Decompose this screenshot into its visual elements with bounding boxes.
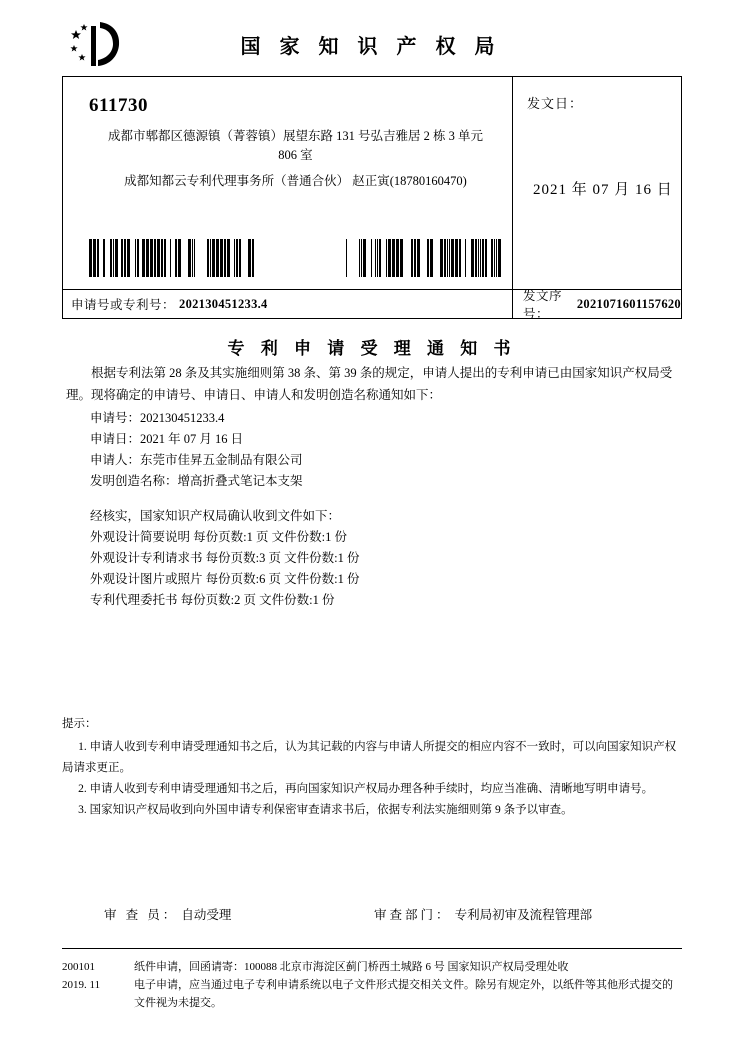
barcode-icon (89, 239, 255, 277)
note-item: 2. 申请人收到专利申请受理通知书之后，再向国家知识产权局办理各种手续时，均应当准确、清晰地写明申请号。 (78, 783, 654, 795)
document-item: 专利代理委托书 每份页数:2 页 文件份数:1 份 (90, 593, 335, 607)
dispatch-number-label: 发文序号： (523, 289, 563, 321)
footer-code-2: 2019. 11 (62, 979, 101, 991)
cnipa-emblem-icon (70, 20, 122, 68)
field-invention-title: 发明创造名称：增高折叠式笔记本支架 (90, 474, 303, 488)
spacer (62, 492, 682, 506)
footer-codes (62, 958, 134, 1012)
body-paragraph-2: 经核实，国家知识产权局确认收到文件如下： (90, 509, 341, 523)
recipient-line: 成都知都云专利代理事务所（普通合伙） 赵正寅(18780160470) (124, 174, 467, 188)
postal-code: 611730 (89, 95, 148, 116)
signature-row (62, 905, 682, 923)
note-item: 3. 国家知识产权局收到向外国申请专利保密审查请求书后，依据专利法实施细则第 9 条予以审查。 (78, 804, 573, 816)
department-label: 审查部门： (374, 908, 452, 922)
barcode-row (89, 239, 502, 277)
footer-line-1: 纸件申请，回函请寄：100088 北京市海淀区蓟门桥西土城路 6 号 国家知识产权局受理处收 (134, 961, 569, 973)
application-number-cell (63, 290, 513, 318)
dispatch-number-cell (513, 289, 681, 321)
barcode-icon (346, 239, 502, 277)
dispatch-date-value: 2021 年 07 月 16 日 (533, 182, 673, 198)
address-cell (63, 77, 513, 289)
footer-line-3: 文件视为未提交。 (134, 997, 222, 1009)
footer-divider (62, 948, 682, 949)
examiner-value: 自动受理 (181, 908, 232, 922)
field-applicant: 申请人：东莞市佳昇五金制品有限公司 (90, 453, 303, 467)
notes-section (62, 714, 682, 821)
document-item: 外观设计图片或照片 每份页数:6 页 文件份数:1 份 (90, 572, 360, 586)
application-number-value: 202130451233.4 (179, 296, 268, 311)
application-fields (62, 408, 682, 492)
footer-line-2: 电子申请，应当通过电子专利申请系统以电子文件形式提交相关文件。除另有规定外，以纸件等其他形式提交的 (134, 979, 673, 991)
document-item: 外观设计专利请求书 每份页数:3 页 文件份数:1 份 (90, 551, 360, 565)
document-header (62, 18, 680, 70)
header-frame (62, 76, 682, 319)
examiner-label: 审 查 员： (104, 908, 179, 922)
document-footer (62, 958, 702, 1012)
field-filing-date: 申请日：2021 年 07 月 16 日 (90, 432, 244, 446)
dispatch-number-value: 2021071601157620 (576, 296, 681, 311)
numbers-row (63, 289, 681, 321)
received-documents-block (62, 506, 682, 611)
address-line-2: 806 室 (278, 148, 313, 162)
dispatch-date-label: 发文日： (527, 96, 584, 111)
document-item: 外观设计简要说明 每份页数:1 页 文件份数:1 份 (90, 530, 347, 544)
footer-text (134, 958, 702, 1012)
department-block (374, 905, 682, 923)
office-title: 国 家 知 识 产 权 局 (240, 35, 502, 58)
notes-heading: 提示： (62, 718, 97, 730)
dispatch-date-cell (513, 77, 681, 289)
note-item: 1. 申请人收到专利申请受理通知书之后，认为其记载的内容与申请人所提交的相应内容不一致时，可以向国家知识产权局请求更正。 (62, 741, 677, 774)
body-paragraph-1: 根据专利法第 28 条及其实施细则第 38 条、第 39 条的规定，申请人提出的专利申请已由国家知识产权局受理。现将确定的申请号、申请日、申请人和发明创造名称通知如下： (66, 366, 673, 402)
address-line-1: 成都市郫都区德源镇（菁蓉镇）展望东路 131 号弘吉雅居 2 栋 3 单元 (107, 129, 483, 143)
page-title: 专 利 申 请 受 理 通 知 书 (227, 339, 517, 358)
field-application-number: 申请号：202130451233.4 (90, 411, 225, 425)
examiner-block (62, 905, 374, 923)
department-value: 专利局初审及流程管理部 (454, 908, 593, 922)
document-body (62, 362, 682, 611)
footer-code-1: 200101 (62, 961, 95, 973)
application-number-label: 申请号或专利号： (71, 298, 176, 312)
